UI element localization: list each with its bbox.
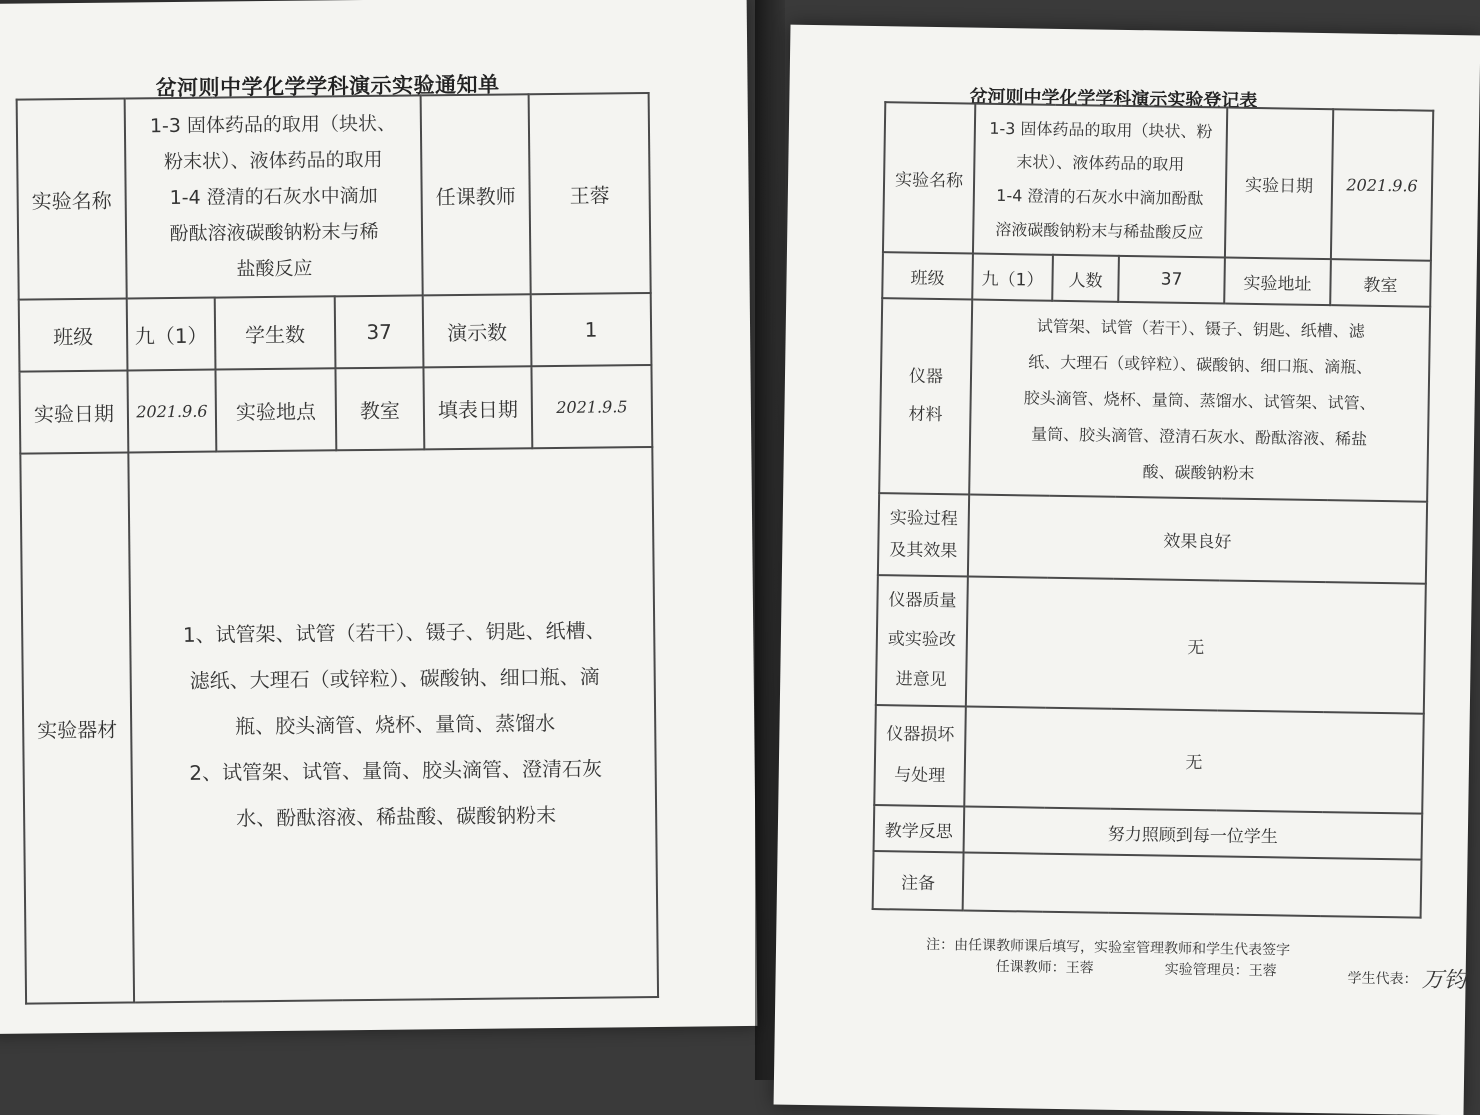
remarks-value — [963, 852, 1422, 917]
equipment-value — [128, 447, 658, 1002]
class-value: 九（1） — [127, 298, 216, 371]
class-label: 班级 — [19, 298, 128, 371]
teacher-value: 王蓉 — [529, 93, 651, 294]
demo-value: 1 — [531, 293, 652, 366]
notice-table — [16, 92, 659, 1005]
date-label: 实验日期 — [1225, 108, 1333, 260]
footnote: 注：由任课教师课后填写，实验室管理教师和学生代表签字 — [925, 936, 1291, 959]
equipment-line: 瓶、胶头滴管、烧杯、量筒、蒸馏水 — [235, 711, 556, 739]
equipment-line: 水、酚酞溶液、稀盐酸、碳酸钠粉末 — [236, 803, 557, 831]
date-value: 2021.9.6 — [1331, 109, 1433, 261]
process-value: 效果良好 — [968, 495, 1427, 584]
experiment-name-line: 1-4 澄清的石灰水中滴加 — [169, 184, 378, 209]
students-value: 37 — [335, 295, 424, 368]
equipment-line: 胶头滴管、烧杯、量筒、蒸馏水、试管架、试管、 — [1023, 387, 1376, 413]
experiment-name-line: 盐酸反应 — [236, 257, 313, 281]
notice-sheet — [0, 0, 757, 1034]
experiment-name-line: 末状）、液体药品的取用 — [1016, 152, 1185, 175]
experiment-name-label: 实验名称 — [883, 102, 975, 253]
students-label: 学生数 — [215, 296, 336, 369]
quality-label-line: 仪器质量 — [888, 590, 957, 612]
experiment-name-line: 1-3 固体药品的取用（块状、 — [149, 112, 397, 138]
equipment-line: 酸、碳酸钠粉末 — [1142, 461, 1255, 483]
damage-label — [874, 705, 966, 806]
register-sheet — [774, 25, 1480, 1115]
address-value: 教室 — [1330, 259, 1431, 307]
demo-label: 演示数 — [423, 294, 532, 367]
process-label — [878, 493, 969, 576]
equipment-line: 2、试管架、试管、量筒、胶头滴管、澄清石灰 — [189, 756, 603, 785]
teacher-label: 任课教师 — [421, 94, 531, 295]
quality-value: 无 — [966, 577, 1426, 714]
people-value: 37 — [1118, 256, 1225, 304]
equipment-label-line: 仪器 — [908, 366, 944, 388]
place-value: 教室 — [335, 367, 424, 450]
date-label: 实验日期 — [19, 370, 128, 453]
experiment-name-label: 实验名称 — [17, 99, 127, 300]
experiment-name-value — [973, 104, 1227, 258]
experiment-name-line: 溶液碳酸钠粉末与稀盐酸反应 — [995, 219, 1204, 242]
quality-label — [876, 575, 968, 706]
student-signature-label: 学生代表： — [1347, 970, 1418, 988]
register-title: 岔河则中学化学学科演示实验登记表 — [969, 86, 1258, 112]
reflection-label: 教学反思 — [874, 805, 965, 852]
experiment-name-line: 酚酞溶液碳酸钠粉末与稀 — [169, 220, 379, 246]
damage-label-line: 仪器损坏 — [886, 724, 955, 746]
place-label: 实验地点 — [215, 368, 336, 451]
experiment-name-line: 1-4 澄清的石灰水中滴加酚酞 — [996, 185, 1204, 209]
process-label-line: 实验过程 — [889, 507, 958, 530]
quality-label-line: 进意见 — [895, 668, 947, 690]
date-value: 2021.9.6 — [127, 370, 216, 453]
admin-signature: 实验管理员：王蓉 — [1164, 961, 1277, 980]
process-label-line: 及其效果 — [889, 540, 958, 562]
remarks-label: 注备 — [873, 851, 964, 910]
equipment-line: 纸、大理石（或锌粒）、碳酸钠、细口瓶、滴瓶、 — [1028, 351, 1373, 377]
class-label: 班级 — [882, 252, 973, 299]
fill-date-value: 2021.9.5 — [531, 365, 652, 448]
experiment-name-line: 粉末状）、液体药品的取用 — [163, 148, 383, 173]
fill-date-label: 填表日期 — [423, 366, 532, 449]
address-label: 实验地址 — [1224, 257, 1331, 305]
people-label: 人数 — [1052, 255, 1119, 302]
class-value: 九（1） — [972, 254, 1053, 301]
notice-title: 岔河则中学化学学科演示实验通知单 — [155, 72, 500, 101]
damage-value: 无 — [964, 706, 1424, 813]
experiment-name-line: 1-3 固体药品的取用（块状、粉 — [989, 118, 1213, 142]
register-table — [872, 101, 1435, 919]
damage-label-line: 与处理 — [894, 765, 946, 787]
equipment-line: 试管架、试管（若干）、镊子、钥匙、纸槽、滤 — [1036, 316, 1365, 341]
reflection-value: 努力照顾到每一位学生 — [964, 806, 1423, 859]
equipment-line: 1、试管架、试管（若干）、镊子、钥匙、纸槽、 — [182, 618, 606, 647]
equipment-label-line: 材料 — [908, 404, 943, 425]
equipment-value — [969, 300, 1430, 502]
student-signature — [1347, 962, 1465, 995]
equipment-label — [879, 298, 972, 494]
quality-label-line: 或实验改 — [887, 629, 957, 651]
equipment-label: 实验器材 — [20, 452, 134, 1003]
signature-row — [995, 956, 1465, 994]
equipment-line: 量筒、胶头滴管、澄清石灰水、酚酞溶液、稀盐 — [1030, 423, 1368, 449]
student-signature-mark: 万钧 — [1421, 967, 1466, 994]
experiment-name-value — [125, 95, 423, 298]
teacher-signature: 任课教师：王蓉 — [995, 958, 1094, 977]
equipment-line: 滤纸、大理石（或锌粒）、碳酸钠、细口瓶、滴 — [189, 664, 600, 693]
